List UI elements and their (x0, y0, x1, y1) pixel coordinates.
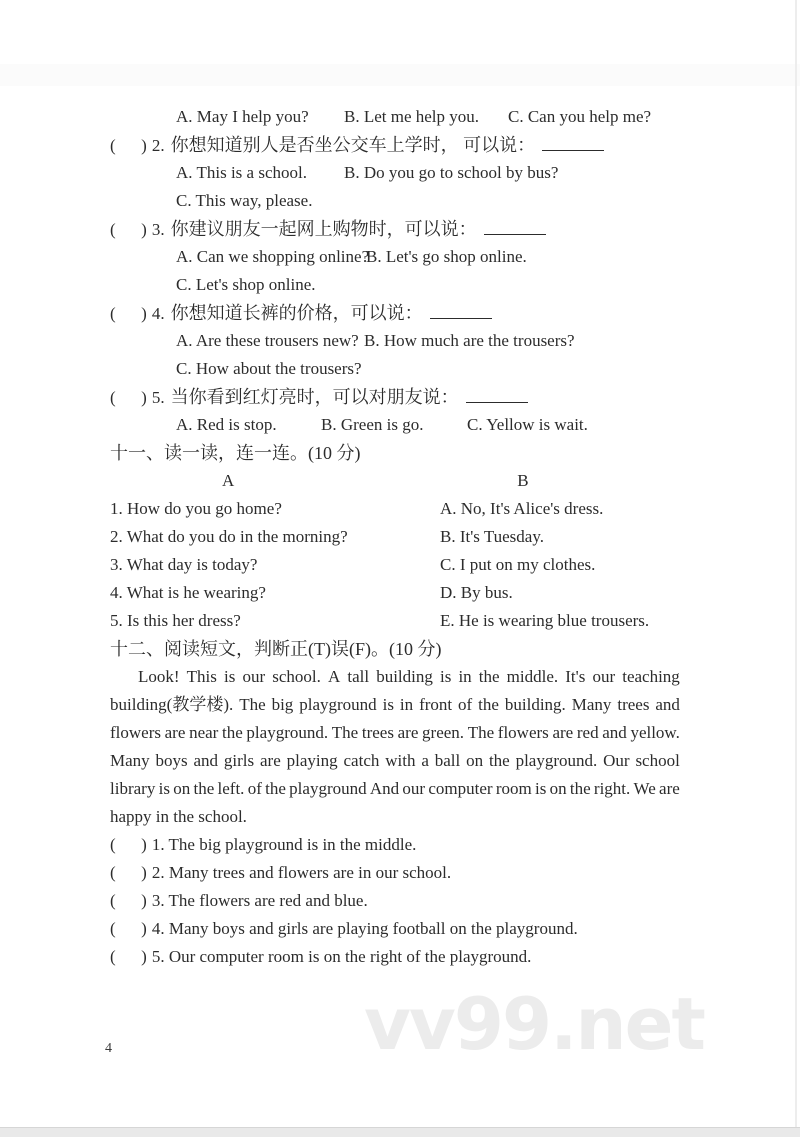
tf-row (0, 915, 800, 943)
q5-option-a: A. Red is stop. (176, 415, 277, 434)
passage-line: Look! This is our school. A tall building is in the middle. It's our teaching (138, 667, 680, 686)
answer-bracket: ( ) (110, 220, 147, 239)
q5-option-c: C. Yellow is wait. (467, 415, 588, 434)
tf-item-text: 3. The flowers are red and blue. (151, 891, 368, 910)
match-left-item: 2. What do you do in the morning? (110, 527, 348, 546)
q3-option-c-row (0, 271, 800, 299)
q3-options-row (0, 243, 800, 271)
passage-line: happy in the school. (110, 807, 247, 826)
answer-bracket: ( ) (110, 863, 147, 882)
match-left-item: 1. How do you go home? (110, 499, 282, 518)
section-eleven-heading: 十一、读一读，连一连。(10 分) (110, 443, 361, 463)
section-twelve-heading: 十二、阅读短文，判断正(T)误(F)。(10 分) (110, 639, 442, 659)
reading-passage (110, 663, 680, 831)
match-left-item: 3. What day is today? (110, 555, 258, 574)
match-column-headers (0, 467, 800, 495)
q1-option-a: A. May I help you? (176, 107, 309, 126)
question-prompt: 你建议朋友一起网上购物时，可以说： (170, 219, 477, 239)
q4-option-c: C. How about the trousers? (176, 359, 362, 378)
passage-line: library is on the left. of the playground And our computer room is on the right. We are (110, 779, 680, 798)
match-right-item: B. It's Tuesday. (440, 527, 544, 546)
answer-bracket: ( ) (110, 947, 147, 966)
q5-option-b: B. Green is go. (321, 415, 424, 434)
column-b-header: B (517, 471, 529, 490)
question-prompt: 你想知道长裤的价格，可以说： (170, 303, 423, 323)
page-bottom-edge (0, 1127, 800, 1137)
q4-options-row (0, 327, 800, 355)
page-top-shading (0, 64, 800, 86)
q2-option-c-row (0, 187, 800, 215)
answer-bracket: ( ) (110, 919, 147, 938)
q3-option-c: C. Let's shop online. (176, 275, 316, 294)
passage-line: Many boys and girls are playing catch with a ball on the playground. Our school (110, 751, 680, 770)
tf-item-text: 2. Many trees and flowers are in our school. (151, 863, 452, 882)
q1-options-row (0, 103, 800, 131)
q1-option-c: C. Can you help me? (508, 107, 652, 126)
q1-option-b: B. Let me help you. (344, 107, 480, 126)
match-left-item: 5. Is this her dress? (110, 611, 241, 630)
exam-content (0, 103, 800, 971)
question-number: 2. (151, 136, 165, 155)
answer-bracket: ( ) (110, 304, 147, 323)
q3-option-a: A. Can we shopping online? (176, 247, 370, 266)
q4-option-c-row (0, 355, 800, 383)
match-row (0, 607, 800, 635)
question-4-line (0, 299, 800, 327)
q2-option-b: B. Do you go to school by bus? (344, 163, 559, 182)
question-5-line (0, 383, 800, 411)
answer-blank-line (466, 385, 528, 403)
tf-item-text: 1. The big playground is in the middle. (151, 835, 417, 854)
answer-blank-line (484, 217, 546, 235)
page-number: 4 (105, 1041, 112, 1056)
question-number: 3. (151, 220, 165, 239)
site-watermark: vv99.net (364, 982, 704, 1066)
match-row (0, 579, 800, 607)
answer-bracket: ( ) (110, 891, 147, 910)
answer-bracket: ( ) (110, 136, 147, 155)
passage-line: flowers are near the playground. The trees are green. The flowers are red and yellow. (110, 723, 680, 742)
tf-item-text: 4. Many boys and girls are playing football on the playground. (151, 919, 578, 938)
tf-item-text: 5. Our computer room is on the right of the playground. (151, 947, 532, 966)
match-row (0, 495, 800, 523)
match-right-item: E. He is wearing blue trousers. (440, 611, 650, 630)
match-right-item: D. By bus. (440, 583, 513, 602)
question-number: 5. (151, 388, 165, 407)
q4-option-b: B. How much are the trousers? (364, 331, 575, 350)
question-prompt: 你想知道别人是否坐公交车上学时， 可以说： (170, 135, 536, 155)
tf-row (0, 859, 800, 887)
q2-option-c: C. This way, please. (176, 191, 313, 210)
passage-line: building(教学楼). The big playground is in front of the building. Many trees and (110, 695, 680, 714)
question-prompt: 当你看到红灯亮时，可以对朋友说： (170, 387, 459, 407)
q5-options-row (0, 411, 800, 439)
answer-bracket: ( ) (110, 835, 147, 854)
q2-option-a: A. This is a school. (176, 163, 307, 182)
answer-blank-line (430, 301, 492, 319)
answer-bracket: ( ) (110, 388, 147, 407)
question-3-line (0, 215, 800, 243)
tf-row (0, 887, 800, 915)
tf-row (0, 943, 800, 971)
answer-blank-line (542, 133, 604, 151)
tf-row (0, 831, 800, 859)
match-right-item: C. I put on my clothes. (440, 555, 596, 574)
page-right-edge (795, 0, 797, 1128)
question-number: 4. (151, 304, 165, 323)
match-row (0, 551, 800, 579)
q2-options-row (0, 159, 800, 187)
match-left-item: 4. What is he wearing? (110, 583, 266, 602)
q3-option-b: B. Let's go shop online. (366, 247, 527, 266)
match-row (0, 523, 800, 551)
q4-option-a: A. Are these trousers new? (176, 331, 359, 350)
match-right-item: A. No, It's Alice's dress. (440, 499, 604, 518)
column-a-header: A (222, 471, 235, 490)
question-2-line (0, 131, 800, 159)
